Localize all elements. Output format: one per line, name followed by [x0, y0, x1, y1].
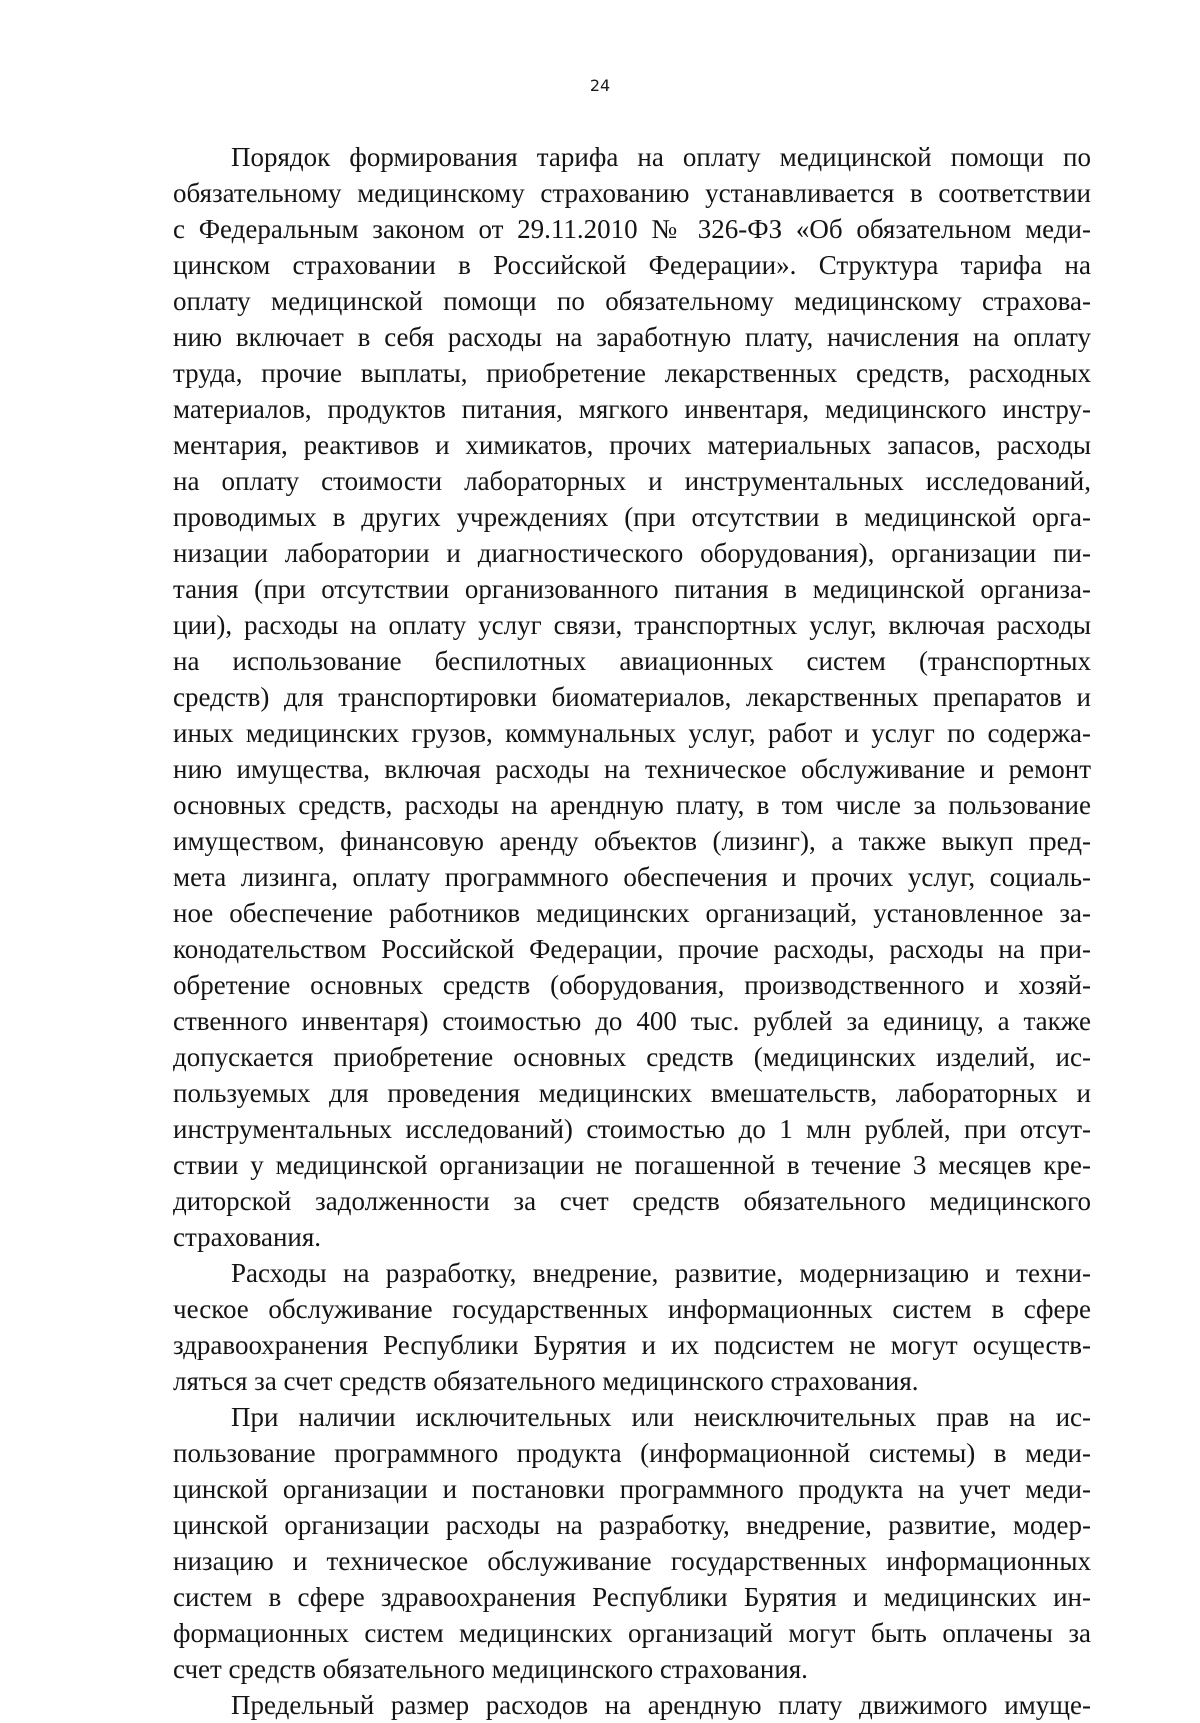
text-line: низацию и техническое обслуживание государственных информационных — [173, 1546, 1091, 1576]
text-line: ческое обслуживание государственных информационных систем в сфере — [173, 1294, 1091, 1324]
text-line: цинском страховании в Российской Федерации». Структура тарифа на — [173, 250, 1091, 280]
text-line: низации лаборатории и диагностического оборудования), организации пи- — [173, 538, 1091, 568]
text-line: ствии у медицинской организации не погашенной в течение 3 месяцев кре- — [173, 1150, 1091, 1180]
text-line: допускается приобретение основных средств (медицинских изделий, ис- — [173, 1042, 1091, 1072]
text-line: обязательному медицинскому страхованию устанавливается в соответствии — [173, 178, 1091, 208]
text-line: основных средств, расходы на арендную плату, в том числе за пользование — [173, 790, 1091, 820]
text-line: счет средств обязательного медицинского страхования. — [173, 1654, 808, 1684]
text-line: материалов, продуктов питания, мягкого инвентаря, медицинского инстру- — [173, 394, 1091, 424]
text-line: инструментальных исследований) стоимостью до 1 млн рублей, при отсут- — [173, 1114, 1091, 1144]
text-line: пользуемых для проведения медицинских вмешательств, лабораторных и — [173, 1078, 1091, 1108]
text-line: цинской организации расходы на разработку, внедрение, развитие, модер- — [173, 1510, 1091, 1540]
text-line: оплату медицинской помощи по обязательному медицинскому страхова- — [173, 286, 1091, 316]
text-line: цинской организации и постановки программного продукта на учет меди- — [173, 1474, 1091, 1504]
text-line: страхования. — [173, 1222, 322, 1252]
text-line: формационных систем медицинских организаций могут быть оплачены за — [173, 1618, 1091, 1648]
text-line: нию имущества, включая расходы на техническое обслуживание и ремонт — [173, 754, 1091, 784]
text-line: При наличии исключительных или неисключительных прав на ис- — [231, 1402, 1091, 1432]
text-line: средств) для транспортировки биоматериалов, лекарственных препаратов и — [173, 682, 1091, 712]
text-line: здравоохранения Республики Бурятия и их подсистем не могут осуществ- — [173, 1330, 1091, 1360]
text-line: мета лизинга, оплату программного обеспечения и прочих услуг, социаль- — [173, 862, 1091, 892]
text-line: Расходы на разработку, внедрение, развитие, модернизацию и техни- — [231, 1258, 1091, 1288]
text-line: пользование программного продукта (информационной системы) в меди- — [173, 1438, 1091, 1468]
text-line: тания (при отсутствии организованного питания в медицинской организа- — [173, 574, 1091, 604]
text-line: иных медицинских грузов, коммунальных услуг, работ и услуг по содержа- — [173, 718, 1091, 748]
text-line: ментария, реактивов и химикатов, прочих материальных запасов, расходы — [173, 430, 1091, 460]
text-line: нию включает в себя расходы на заработную плату, начисления на оплату — [173, 322, 1091, 352]
document-body — [173, 139, 1091, 1723]
text-line: ции), расходы на оплату услуг связи, транспортных услуг, включая расходы — [173, 610, 1091, 640]
text-line: проводимых в других учреждениях (при отсутствии в медицинской орга- — [173, 502, 1091, 532]
text-line: диторской задолженности за счет средств обязательного медицинского — [173, 1186, 1091, 1216]
text-line: на использование беспилотных авиационных систем (транспортных — [173, 646, 1091, 676]
text-line: ное обеспечение работников медицинских организаций, установленное за- — [173, 898, 1091, 928]
text-line: Порядок формирования тарифа на оплату медицинской помощи по — [231, 142, 1091, 172]
text-line: ственного инвентаря) стоимостью до 400 тыс. рублей за единицу, а также — [173, 1006, 1091, 1036]
text-line: имуществом, финансовую аренду объектов (лизинг), а также выкуп пред- — [173, 826, 1091, 856]
text-line: ляться за счет средств обязательного медицинского страхования. — [173, 1366, 919, 1396]
text-line: систем в сфере здравоохранения Республики Бурятия и медицинских ин- — [173, 1582, 1091, 1612]
text-line: обретение основных средств (оборудования, производственного и хозяй- — [173, 970, 1091, 1000]
text-line: с Федеральным законом от 29.11.2010 № 326-ФЗ «Об обязательном меди- — [173, 214, 1091, 244]
page-number: 24 — [589, 76, 611, 95]
text-line: труда, прочие выплаты, приобретение лекарственных средств, расходных — [173, 358, 1091, 388]
text-line: Предельный размер расходов на арендную плату движимого имуще- — [231, 1690, 1091, 1720]
text-line: конодательством Российской Федерации, прочие расходы, расходы на при- — [173, 934, 1091, 964]
text-line: на оплату стоимости лабораторных и инструментальных исследований, — [173, 466, 1091, 496]
